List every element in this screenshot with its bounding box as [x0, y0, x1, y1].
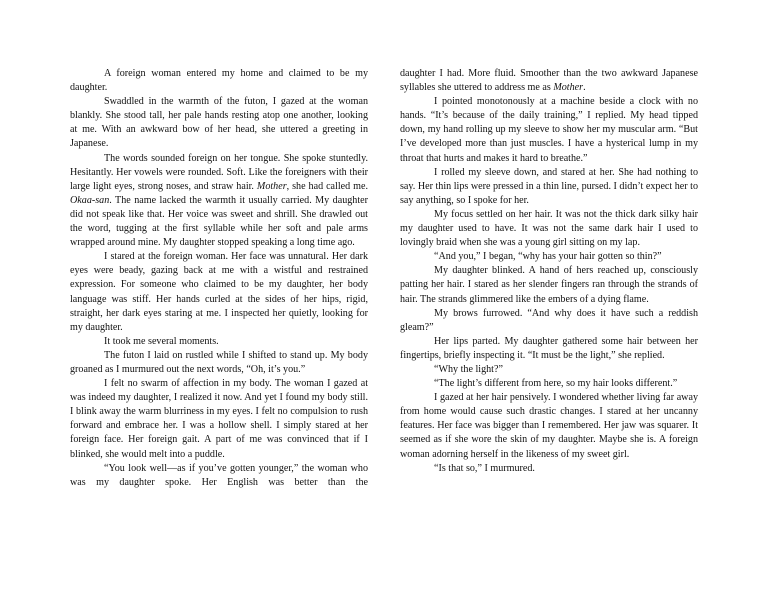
paragraph: I pointed monotonously at a machine beside a clock with no hands. “It’s because of the daily training,” I replied. My head tipped down, my hand rolling up my sleeve to show her my muscular arm. “But I’ve developed more than just muscles. I have a hysterical lump in my throat that hurts and makes it hard to breathe.” — [400, 96, 698, 164]
paragraph: Swaddled in the warmth of the futon, I gazed at the woman blankly. She stood tall, her pale hands resting atop one another, looking at me. With an awkward bow of her head, she uttered a greeting in Japanese. — [70, 96, 368, 150]
paragraph: I felt no swarm of affection in my body. The woman I gazed at was indeed my daughter, I realized it now. And yet I found my body still. I blink away the warm blurriness in my eyes. I felt no compulsion to rush forward and embrace her. I was a hollow shell. I simply stared at her foreign face. Her foreign gait. A part of me was convinced that if I blinked, she would melt into a puddle. — [70, 378, 368, 460]
paragraph: “The light’s different from here, so my hair looks different.” — [434, 378, 678, 390]
paragraph: I stared at the foreign woman. Her face was unnatural. Her dark eyes were beady, gazing back at me with a wistful and restrained expression. For someone who claimed to be my daughter, her body language was stiff. Her hands curled at the sides of her hips, rigid, straight, her dark eyes staring at me. I inspected her quietly, looking for my daughter. — [70, 251, 368, 333]
paragraph: “And you,” I began, “why has your hair gotten so thin?” — [434, 251, 662, 263]
paragraph: “You look well—as if you’ve gotten younger,” the woman who was my daughter spoke. Her English was better than the — [70, 462, 368, 488]
right-page-column — [400, 67, 698, 476]
paragraph: My brows furrowed. “And why does it have such a reddish gleam?” — [400, 307, 698, 333]
paragraph-continued: daughter I had. More fluid. Smoother than the two awkward Japanese syllables she uttered to address me as Mother. — [400, 68, 698, 94]
paragraph: My focus settled on her hair. It was not the thick dark silky hair my daughter used to have. It was not the same dark hair I used to lovingly braid when she was a young girl sitting on my lap. — [400, 208, 698, 249]
left-page-column — [70, 67, 368, 490]
paragraph: My daughter blinked. A hand of hers reached up, consciously patting her hair. I stared as her slender fingers ran through the strands of hair. The strands glimmered like the embers of a dying flame. — [400, 265, 698, 305]
paragraph: “Why the light?” — [434, 363, 503, 375]
paragraph: It took me several moments. — [104, 335, 219, 347]
paragraph: The futon I laid on rustled while I shifted to stand up. My body groaned as I murmured out the next words, “Oh, it’s you.” — [70, 349, 368, 375]
paragraph: The words sounded foreign on her tongue. She spoke stuntedly. Hesitantly. Her vowels were rounded. Soft. Like the foreigners with their large light eyes, strong noses, and straw hair. Mother, she had called me. Okaa-san. The name lacked the warmth it usually carried. My daughter did not speak like that. Her voice was sweet and shrill. She drawled out the word, tugging at the first syllable while her soft and pale arms wrapped around mine. My daughter stopped speaking a long time ago. — [70, 152, 368, 249]
paragraph: I rolled my sleeve down, and stared at her. She had nothing to say. Her thin lips were pressed in a thin line, pursed. I didn’t expect her to say anything, so I spoke for her. — [400, 166, 698, 206]
paragraph: “Is that so,” I murmured. — [434, 462, 535, 474]
paragraph: I gazed at her hair pensively. I wondered whether living far away from home would cause such drastic changes. I stared at her uncanny features. Her face was bigger than I remembered. Her jaw was squarer. It seemed as if she wore the skin of my daughter. Maybe she is. A foreign woman adorning herself in the likeness of my sweet girl. — [400, 392, 698, 460]
paragraph: Her lips parted. My daughter gathered some hair between her fingertips, briefly inspecting it. “It must be the light,” she replied. — [400, 335, 698, 361]
paragraph: A foreign woman entered my home and claimed to be my daughter. — [70, 68, 368, 94]
